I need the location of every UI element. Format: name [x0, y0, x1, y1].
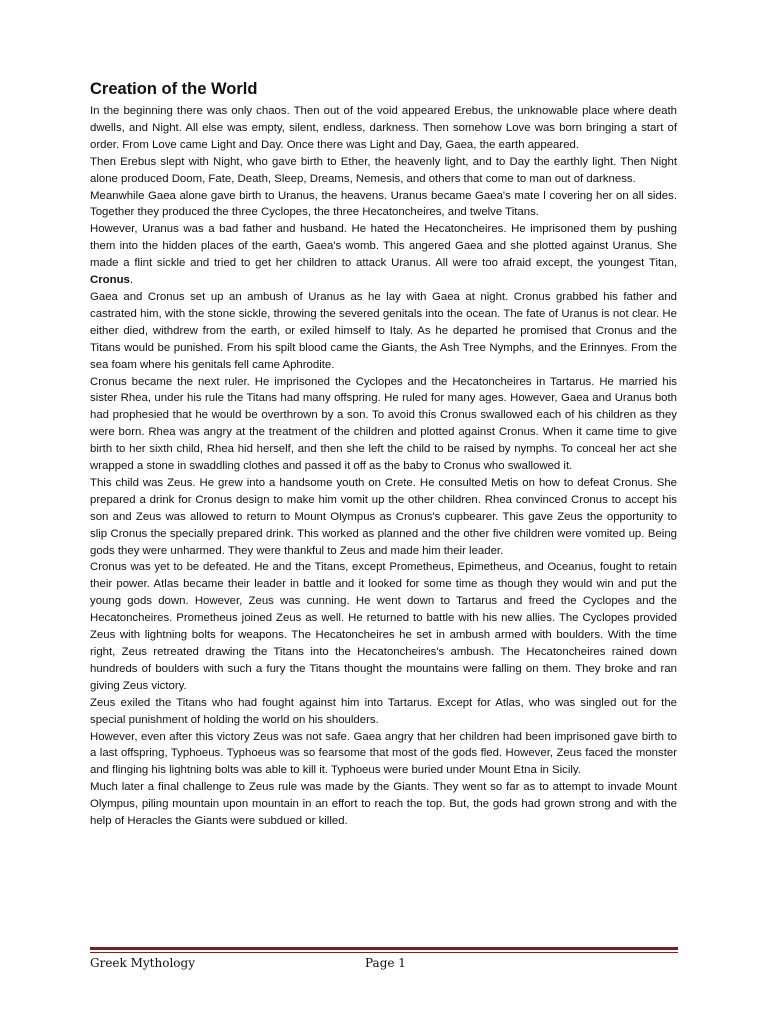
paragraph: Then Erebus slept with Night, who gave birth to Ether, the heavenly light, and to Day the earthly light. Then Night alone produced Doom, Fate, Death, Sleep, Dreams, Nemesis, and others that come to man out of darkness.	[90, 155, 677, 185]
paragraph	[90, 221, 677, 289]
bold-name: Cronus	[90, 274, 130, 287]
paragraph: In the beginning there was only chaos. Then out of the void appeared Erebus, the unknowable place where death dwells, and Night. All else was empty, silent, endless, darkness. Then somehow Love was born bringing a start of order. From Love came Light and Day. Once there was Light and Day, Gaea, the earth appeared.	[90, 105, 677, 151]
paragraph: Zeus exiled the Titans who had fought against him into Tartarus. Except for Atlas, who was singled out for the special punishment of holding the world on his shoulders.	[90, 696, 677, 726]
page-number: Page 1	[365, 956, 406, 970]
document-body	[90, 78, 677, 830]
paragraph: Gaea and Cronus set up an ambush of Uranus as he lay with Gaea at night. Cronus grabbed his father and castrated him, with the stone sickle, throwing the severed genitals into the ocean. The fate of Uranus is not clear. He either died, withdrew from the earth, or exiled himself to Italy. As he departed he promised that Cronus and the Titans would be punished. From his spilt blood came the Giants, the Ash Tree Nymphs, and the Erinnyes. From the sea foam where his genitals fell came Aphrodite.	[90, 290, 677, 371]
page-title: Creation of the World	[90, 80, 258, 98]
paragraph: Much later a final challenge to Zeus rule was made by the Giants. They went so far as to attempt to invade Mount Olympus, piling mountain upon mountain in an effort to reach the top. But, the gods had grown strong and with the help of Heracles the Giants were subdued or killed.	[90, 781, 677, 828]
paragraph: Cronus was yet to be defeated. He and the Titans, except Prometheus, Epimetheus, and Oceanus, fought to retain their power. Atlas became their leader in battle and it looked for some time as though they would win and put the young gods down. However, Zeus was cunning. He went down to Tartarus and freed the Cyclopes and the Hecatoncheires. Prometheus joined Zeus as well. He returned to battle with his new allies. The Cyclopes provided Zeus with lightning bolts for weapons. The Hecatoncheires he set in ambush armed with boulders. With the time right, Zeus retreated drawing the Titans into the Hecatoncheires's ambush. The Hecatoncheires rained down hundreds of boulders with such a fury the Titans thought the mountains were falling on them. They broke and ran giving Zeus victory.	[90, 561, 677, 692]
paragraph: This child was Zeus. He grew into a handsome youth on Crete. He consulted Metis on how to defeat Cronus. She prepared a drink for Cronus design to make him vomit up the other children. Rhea convinced Cronus to accept his son and Zeus was allowed to return to Mount Olympus as Cronus's cupbearer. This gave Zeus the opportunity to slip Cronus the specially prepared drink. This worked as planned and the other five children were vomited up. Being gods they were unharmed. They were thankful to Zeus and made him their leader.	[90, 476, 677, 557]
footer-divider-thin	[90, 952, 678, 953]
paragraph-text-end: .	[129, 274, 134, 287]
paragraph: Cronus became the next ruler. He imprisoned the Cyclopes and the Hecatoncheires in Tartarus. He married his sister Rhea, under his rule the Titans had many offspring. He ruled for many ages. However, Gaea and Uranus both had prophesied that he would be overthrown by a son. To avoid this Cronus swallowed each of his children as they were born. Rhea was angry at the treatment of the children and plotted against Cronus. When it came time to give birth to her sixth child, Rhea hid herself, and then she left the child to be raised by nymphs. To conceal her act she wrapped a stone in swaddling clothes and passed it off as the baby to Cronus who swallowed it.	[90, 375, 677, 473]
paragraph: Meanwhile Gaea alone gave birth to Uranus, the heavens. Uranus became Gaea's mate l covering her on all sides. Together they produced the three Cyclopes, the three Hecatoncheires, and twelve Titans.	[90, 189, 677, 219]
footer-divider-thick	[90, 947, 678, 950]
footer-title: Greek Mythology	[90, 956, 195, 970]
paragraph-text: However, Uranus was a bad father and husband. He hated the Hecatoncheires. He imprisoned them by pushing them into the hidden places of the earth, Gaea's womb. This angered Gaea and she plotted against Uranus. She made a flint sickle and tried to get her children to attack Uranus. All were too afraid except, the youngest Titan,	[90, 223, 677, 270]
paragraph: However, even after this victory Zeus was not safe. Gaea angry that her children had been imprisoned gave birth to a last offspring, Typhoeus. Typhoeus was so fearsome that most of the gods fled. However, Zeus faced the monster and flinging his lightning bolts was able to kill it. Typhoeus were buried under Mount Etna in Sicily.	[90, 730, 677, 777]
